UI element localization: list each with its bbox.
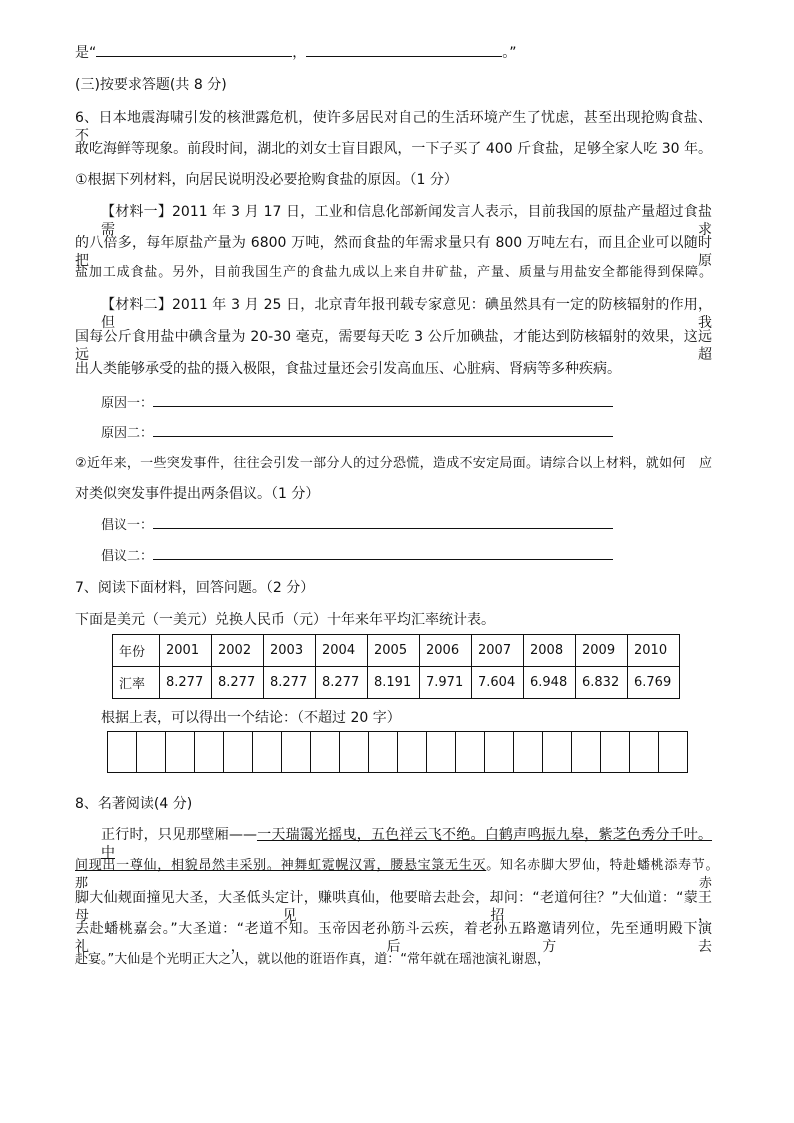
year-cell: 2006 bbox=[420, 635, 472, 667]
blank-1[interactable] bbox=[96, 44, 292, 57]
answer-box[interactable] bbox=[282, 732, 311, 772]
answer-box[interactable] bbox=[311, 732, 340, 772]
year-cell: 2007 bbox=[472, 635, 524, 667]
rate-cell: 7.971 bbox=[420, 667, 472, 699]
label: 倡议一： bbox=[101, 518, 154, 533]
material-1: 盐加工成食盐。另外，目前我国生产的食盐九成以上来自井矿盐，产量、质量与用盐安全都能得到保障。 bbox=[75, 265, 712, 280]
q8-text: 脚大仙觌面撞见大圣，大圣低头定计，赚哄真仙，他要暗去赴会，却问：“老道何往？”大仙道：“蒙王母见招， bbox=[75, 890, 712, 924]
year-cell: 2003 bbox=[264, 635, 316, 667]
rate-cell: 8.277 bbox=[160, 667, 212, 699]
answer-box[interactable] bbox=[369, 732, 398, 772]
material-1: 【材料一】2011 年 3 月 17 日，工业和信息化部新闻发言人表示，目前我国的原盐产量超过食盐需求 bbox=[101, 204, 712, 238]
underlined-text: 间现出一尊仙，相貌昂然丰采别。神舞虹霓幌汉霄，腰悬宝箓无生灭 bbox=[75, 858, 487, 873]
q7-intro: 下面是美元（一美元）兑换人民币（元）十年来年平均汇率统计表。 bbox=[75, 612, 495, 628]
rate-cell: 8.277 bbox=[264, 667, 316, 699]
q6-text: 敢吃海鲜等现象。前段时间，湖北的刘女士盲目跟风，一下子买了 400 斤食盐，足够全家人吃 30 年。 bbox=[75, 141, 712, 157]
proposal-1-row bbox=[101, 516, 613, 535]
answer-box[interactable] bbox=[485, 732, 514, 772]
text: ， bbox=[292, 45, 307, 61]
q8-text: 赴宴。”大仙是个光明正大之人，就以他的诳语作真，道：“常年就在瑶池演礼谢恩， bbox=[75, 952, 550, 967]
answer-box[interactable] bbox=[659, 732, 688, 772]
q8-text: 去赴蟠桃嘉会。”大圣道：“老道不知。玉帝因老孙筋斗云疾，着老孙五路邀请列位，先至通明殿下演礼，后方去 bbox=[75, 921, 712, 955]
q7-title: 7、阅读下面材料，回答问题。（2 分） bbox=[75, 580, 315, 596]
q6-text: 6、日本地震海啸引发的核泄露危机，使许多居民对自己的生活环境产生了忧虑，甚至出现抢购食盐、不 bbox=[75, 110, 712, 144]
q6-sub1: ①根据下列材料，向居民说明没必要抢购食盐的原因。（1 分） bbox=[75, 172, 458, 188]
label: 倡议二： bbox=[101, 549, 154, 564]
q8-title: 8、名著阅读(4 分) bbox=[75, 796, 193, 812]
table-row bbox=[113, 667, 680, 699]
rate-cell: 6.948 bbox=[524, 667, 576, 699]
answer-box[interactable] bbox=[601, 732, 630, 772]
q8-text bbox=[75, 857, 738, 893]
row-header: 汇率 bbox=[113, 667, 160, 699]
answer-grid bbox=[107, 731, 688, 773]
reason-2-blank[interactable] bbox=[153, 424, 613, 437]
year-cell: 2005 bbox=[368, 635, 420, 667]
year-cell: 2002 bbox=[212, 635, 264, 667]
year-cell: 2009 bbox=[576, 635, 628, 667]
row-header: 年份 bbox=[113, 635, 160, 667]
section-title: (三)按要求答题(共 8 分) bbox=[75, 77, 227, 93]
answer-box[interactable] bbox=[340, 732, 369, 772]
text: 正行时，只见那壁厢—— bbox=[101, 827, 257, 843]
material-2: 国每公斤食用盐中碘含量为 20-30 毫克，需要每天吃 3 公斤加碘盐，才能达到防核辐射的效果，这远远超 bbox=[75, 329, 712, 363]
answer-box[interactable] bbox=[630, 732, 659, 772]
material-1: 的八倍多，每年原盐产量为 6800 万吨，然而食盐的年需求量只有 800 万吨左右，而且企业可以随时把原 bbox=[75, 235, 712, 269]
q7-prompt: 根据上表，可以得出一个结论：（不超过 20 字） bbox=[101, 710, 401, 726]
proposal-2-blank[interactable] bbox=[153, 547, 613, 560]
material-2: 【材料二】2011 年 3 月 25 日，北京青年报刊载专家意见：碘虽然具有一定的防核辐射的作用，但我 bbox=[101, 297, 712, 331]
q6-sub2: ②近年来，一些突发事件，往往会引发一部分人的过分恐慌，造成不安定局面。请综合以上材料，就如何 应 bbox=[75, 456, 712, 471]
answer-box[interactable] bbox=[572, 732, 601, 772]
exchange-rate-table bbox=[112, 634, 680, 699]
rate-cell: 8.191 bbox=[368, 667, 420, 699]
answer-box[interactable] bbox=[456, 732, 485, 772]
underlined-text: 一天瑞霭光摇曳，五色祥云飞不绝。白鹤声鸣振九皋，紫芝色秀分千叶。中 bbox=[101, 827, 713, 861]
reason-1-blank[interactable] bbox=[153, 394, 613, 407]
year-cell: 2010 bbox=[628, 635, 680, 667]
blank-2[interactable] bbox=[306, 44, 502, 57]
q5-answer-line bbox=[75, 44, 517, 62]
answer-box[interactable] bbox=[108, 732, 137, 772]
proposal-2-row bbox=[101, 547, 613, 566]
proposal-1-blank[interactable] bbox=[153, 516, 613, 529]
answer-box[interactable] bbox=[224, 732, 253, 772]
material-2: 出人类能够承受的盐的摄入极限，食盐过量还会引发高血压、心脏病、肾病等多种疾病。 bbox=[75, 361, 621, 377]
answer-box[interactable] bbox=[137, 732, 166, 772]
rate-cell: 8.277 bbox=[316, 667, 368, 699]
text: 。” bbox=[502, 45, 517, 61]
rate-cell: 6.769 bbox=[628, 667, 680, 699]
q6-sub2: 对类似突发事件提出两条倡议。（1 分） bbox=[75, 486, 320, 502]
label: 原因一： bbox=[101, 396, 154, 411]
reason-1-row bbox=[101, 394, 613, 413]
answer-box[interactable] bbox=[166, 732, 195, 772]
answer-box[interactable] bbox=[543, 732, 572, 772]
answer-box[interactable] bbox=[398, 732, 427, 772]
year-cell: 2004 bbox=[316, 635, 368, 667]
answer-box[interactable] bbox=[427, 732, 456, 772]
year-cell: 2001 bbox=[160, 635, 212, 667]
rate-cell: 8.277 bbox=[212, 667, 264, 699]
year-cell: 2008 bbox=[524, 635, 576, 667]
text: 是“ bbox=[75, 45, 97, 61]
rate-cell: 6.832 bbox=[576, 667, 628, 699]
text: 。知名赤脚大罗仙，特赴蟠桃添寿节。 那赤 bbox=[75, 858, 738, 891]
answer-box[interactable] bbox=[253, 732, 282, 772]
label: 原因二： bbox=[101, 426, 154, 441]
rate-cell: 7.604 bbox=[472, 667, 524, 699]
table-row bbox=[113, 635, 680, 667]
answer-box[interactable] bbox=[195, 732, 224, 772]
answer-box[interactable] bbox=[514, 732, 543, 772]
reason-2-row bbox=[101, 424, 613, 443]
